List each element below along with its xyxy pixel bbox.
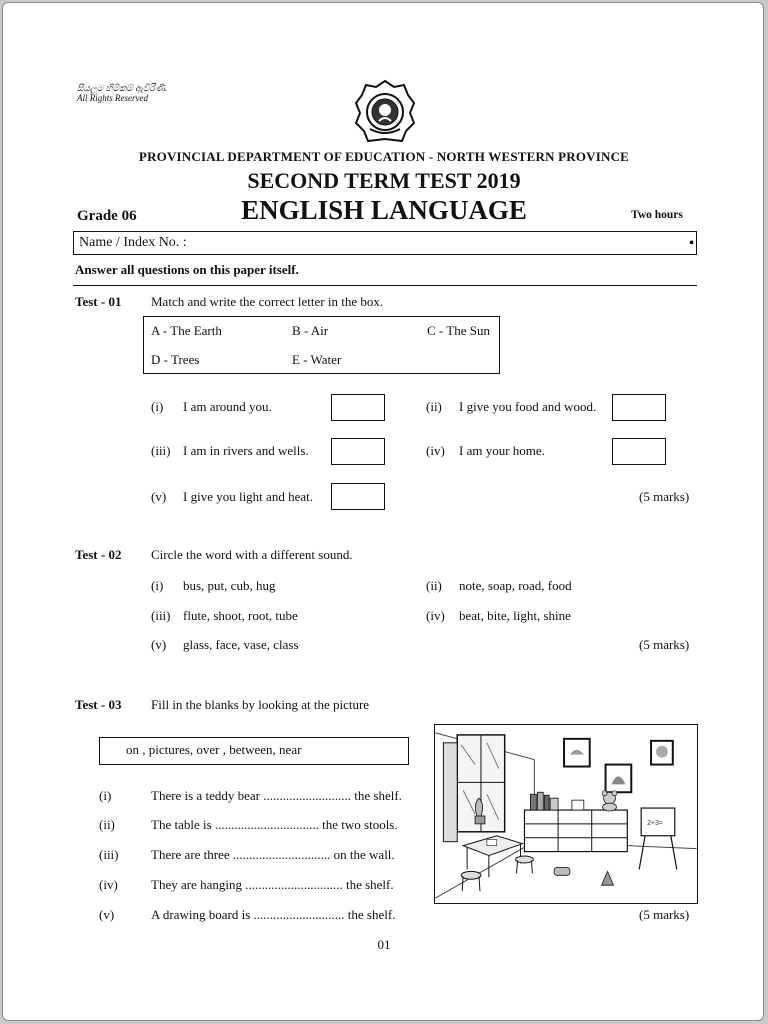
- test3-instruction: Fill in the blanks by looking at the picture: [151, 697, 370, 712]
- test3-item-text[interactable]: There are three .............................. on the wall.: [151, 847, 395, 862]
- test1-item-num: (iv): [426, 443, 445, 458]
- test3-item-num: (v): [99, 907, 115, 922]
- test3-item-text[interactable]: The table is ................................ the two stools.: [151, 817, 398, 832]
- test1-option-d: D - Trees: [151, 352, 200, 367]
- test1-answer-box-2[interactable]: [612, 394, 666, 421]
- test2-item-num: (v): [151, 637, 167, 652]
- test2-instruction: Circle the word with a different sound.: [151, 547, 353, 562]
- department-heading: PROVINCIAL DEPARTMENT OF EDUCATION - NORTH WESTERN PROVINCE: [138, 149, 630, 164]
- test1-answer-box-1[interactable]: [331, 394, 385, 421]
- test2-marks: (5 marks): [639, 637, 690, 652]
- grade-label: Grade 06: [77, 208, 137, 224]
- test3-word-bank: [99, 737, 409, 765]
- test1-item-num: (v): [151, 489, 167, 504]
- test1-marks: (5 marks): [639, 489, 690, 504]
- test2-item-num: (i): [151, 578, 164, 593]
- subject-title: ENGLISH LANGUAGE: [241, 195, 527, 225]
- test1-item-text: I give you food and wood.: [459, 399, 597, 414]
- test2-item-words[interactable]: bus, put, cub, hug: [183, 578, 276, 593]
- test2-item-num: (iv): [426, 608, 445, 623]
- test2-item-words[interactable]: beat, bite, light, shine: [459, 608, 571, 623]
- test1-answer-box-3[interactable]: [331, 438, 385, 465]
- test2-item-num: (iii): [151, 608, 171, 623]
- test1-item-num: (i): [151, 399, 164, 414]
- test3-item-num: (ii): [99, 817, 115, 832]
- test3-item-text[interactable]: There is a teddy bear ........................... the shelf.: [151, 788, 402, 803]
- provincial-crest-logo: [354, 79, 416, 145]
- test1-number: Test - 01: [75, 294, 122, 309]
- test1-instruction: Match and write the correct letter in the box.: [151, 294, 384, 309]
- rights-reserved: [77, 83, 167, 103]
- name-field-end-mark: •: [689, 236, 694, 251]
- test3-item-num: (iii): [99, 847, 119, 862]
- test3-item-text[interactable]: They are hanging .............................. the shelf.: [151, 877, 394, 892]
- test1-item-num: (iii): [151, 443, 171, 458]
- test1-answer-box-5[interactable]: [331, 483, 385, 510]
- test2-number: Test - 02: [75, 547, 122, 562]
- header-divider: [73, 285, 697, 286]
- general-instruction: Answer all questions on this paper itself.: [75, 262, 299, 277]
- test1-item-num: (ii): [426, 399, 442, 414]
- test3-item-num: (i): [99, 788, 112, 803]
- test1-item-text: I am around you.: [183, 399, 272, 414]
- test3-item-text[interactable]: A drawing board is ............................ the shelf.: [151, 907, 396, 922]
- name-index-field[interactable]: [73, 231, 697, 255]
- name-index-label: Name / Index No. :: [79, 235, 187, 250]
- test3-word-bank-text: on , pictures, over , between, near: [126, 742, 302, 757]
- test2-item-words[interactable]: flute, shoot, root, tube: [183, 608, 298, 623]
- test1-answer-box-4[interactable]: [612, 438, 666, 465]
- test2-item-num: (ii): [426, 578, 442, 593]
- test1-option-c: C - The Sun: [427, 323, 490, 338]
- test1-option-a: A - The Earth: [151, 323, 222, 338]
- test1-item-text: I give you light and heat.: [183, 489, 313, 504]
- test3-marks: (5 marks): [639, 907, 690, 922]
- room-scene-illustration: [434, 724, 698, 904]
- test1-item-text: I am in rivers and wells.: [183, 443, 309, 458]
- test3-number: Test - 03: [75, 697, 122, 712]
- test1-options-box: [143, 316, 500, 374]
- test1-option-b: B - Air: [292, 323, 329, 338]
- duration-label: Two hours: [631, 209, 683, 221]
- test2-item-words[interactable]: note, soap, road, food: [459, 578, 572, 593]
- page-number: 01: [377, 937, 391, 952]
- rights-english: All Rights Reserved: [77, 93, 148, 103]
- test3-item-num: (iv): [99, 877, 118, 892]
- test1-option-e: E - Water: [292, 352, 342, 367]
- exam-page: [2, 2, 764, 1021]
- term-test-title: SECOND TERM TEST 2019: [247, 168, 521, 193]
- rights-sinhala: සියලුම හිමිකම් ඇවිරිණි.: [77, 83, 168, 93]
- test2-item-words[interactable]: glass, face, vase, class: [183, 637, 299, 652]
- test1-item-text: I am your home.: [459, 443, 545, 458]
- svg-text:2+3=: 2+3=: [647, 819, 663, 827]
